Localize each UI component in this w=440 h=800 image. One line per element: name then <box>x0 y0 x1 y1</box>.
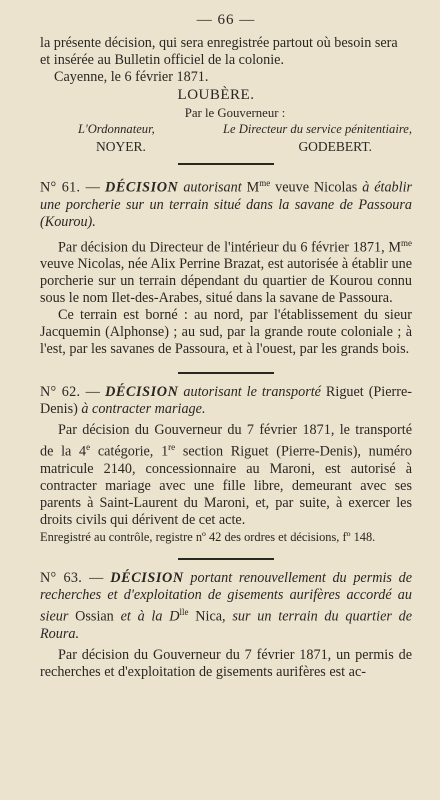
heading-text: Nica, <box>195 608 226 625</box>
heading-text: M <box>246 179 260 196</box>
para-text: catégorie, <box>97 444 154 461</box>
role-right: Le Directeur du service pénitentiaire, <box>223 122 412 136</box>
intro-signer: LOUBÈRE. <box>177 87 255 103</box>
role-left: L'Ordonnateur, <box>78 122 155 136</box>
heading-text: Riguet (Pierre-Denis) <box>40 384 413 418</box>
name-left: NOYER. <box>96 139 146 154</box>
para-text: 1 <box>161 444 169 461</box>
decision-61-heading <box>40 175 412 231</box>
heading-text: à établir une porcherie sur un terrain situé dans la savane de Passoura <box>40 179 413 213</box>
decision-62-heading <box>40 384 412 418</box>
decision-label: DÉCISION <box>105 384 179 401</box>
para-text: Par décision du Directeur de l'intérieur du 6 février 1871, M <box>58 239 401 256</box>
decision-62-paragraph-1 <box>40 422 412 529</box>
heading-text: portant renouvellement du permis de recherches et d'exploitation de gisements aurifères accordé au sieur <box>40 570 413 625</box>
para-text: Par décision du Gouverneur du 7 février 1871, le transporté de la <box>40 422 412 461</box>
intro-line-1: la présente décision, qui sera enregistrée partout où besoin sera <box>40 35 398 51</box>
decision-63-heading <box>40 570 412 643</box>
intro-names <box>40 138 412 155</box>
heading-text: (Kourou). <box>40 213 96 230</box>
decision-label: DÉCISION <box>110 570 184 587</box>
page-number: — 66 — <box>196 12 256 28</box>
para-text: veuve Nicolas, née Alix Perrine Brazat, est autorisée à établir une porcherie sur un terrain dépendant du quartier de Kourou connu sous le nom Ilet-des-Arabes, situé dans la savane de Passoura. <box>40 256 412 307</box>
section-divider <box>178 163 274 165</box>
decision-63-paragraph-1: Par décision du Gouverneur du 7 février 1871, un permis de recherches et d'exploitation de gisements aurifères est ac- <box>40 646 412 680</box>
heading-sup: lle <box>179 607 189 618</box>
heading-text: autorisant le transporté <box>183 384 321 401</box>
decision-number: N° 62. — <box>40 384 101 401</box>
heading-text: et à la D <box>120 608 180 625</box>
heading-text: veuve Nicolas <box>275 179 358 196</box>
para-sup: me <box>401 237 412 248</box>
name-right: GODEBERT. <box>298 139 372 154</box>
intro-date: Cayenne, le 6 février 1871. <box>54 69 209 85</box>
heading-text: à contracter mariage. <box>81 401 206 418</box>
decision-61-paragraph-1 <box>40 235 412 308</box>
decision-61-paragraph-2: Ce terrain est borné : au nord, par l'établissement du sieur Jacquemin (Alphonse) ; au sud, par la grande route coloniale ; à l'est, par les savanes de Passoura, et à l'ouest, par les grands bois. <box>40 307 412 358</box>
heading-text: Ossian <box>75 608 114 625</box>
heading-text: autorisant <box>183 179 242 196</box>
section-divider <box>178 372 274 374</box>
para-sup: re <box>168 442 176 453</box>
intro-line-2: et insérée au Bulletin officiel de la colonie. <box>40 52 284 68</box>
decision-number: N° 61. — <box>40 179 101 196</box>
intro-roles <box>40 121 412 138</box>
para-sup: e <box>86 442 91 453</box>
para-text: section Riguet (Pierre-Denis), numéro matricule 2140, concessionnaire au Maroni, est autorisé à contracter mariage avec une fille libre, demeurant avec ses parents à Saint-Laurent du Maroni, et, par suite, à exercer les droits civils qui dérivent de cet acte. <box>40 444 413 529</box>
para-text: 4 <box>79 444 87 461</box>
heading-text: sur un terrain du quartier de Roura. <box>40 608 413 642</box>
decision-number: N° 63. — <box>40 570 104 587</box>
decision-label: DÉCISION <box>105 179 179 196</box>
intro-par-gouverneur: Par le Gouverneur : <box>184 106 286 120</box>
heading-sup: me <box>259 178 271 188</box>
decision-62-registration: Enregistré au contrôle, registre nº 42 des ordres et décisions, fº 148. <box>40 530 376 545</box>
section-divider <box>178 558 274 560</box>
